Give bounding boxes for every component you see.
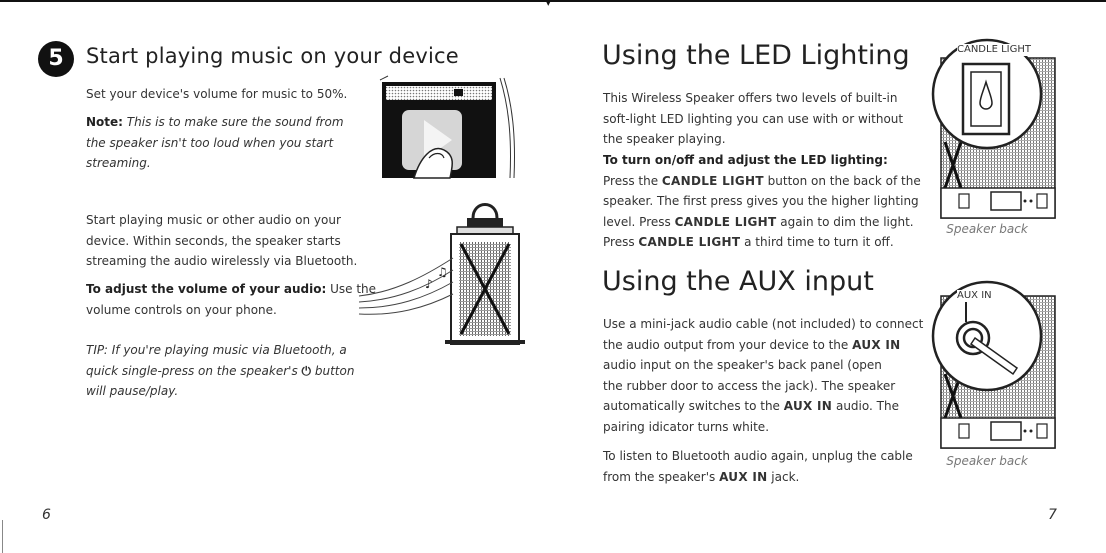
adjust-volume-paragraph — [86, 279, 376, 320]
caption-speaker-back-top: Speaker back — [946, 222, 1028, 236]
volume-instruction: Set your device's volume for music to 50%. — [86, 87, 348, 101]
candle-light-keyword: CANDLE LIGHT — [674, 214, 777, 229]
aux-paragraph — [603, 314, 923, 437]
note-line-3: streaming. — [86, 156, 151, 170]
led-line-4-post: a third time to turn it off. — [740, 235, 894, 249]
note-line-1: This is to make sure the sound from — [126, 115, 344, 129]
power-icon: ⏻ — [301, 363, 312, 378]
candle-light-keyword: CANDLE LIGHT — [638, 235, 741, 249]
fold-marker: ▾ — [546, 0, 551, 9]
aux-line-2-pre: the audio output from your device to the — [603, 337, 853, 352]
listen-line-1: To listen to Bluetooth audio again, unplug the cable — [603, 449, 913, 463]
led-intro-paragraph — [603, 88, 903, 150]
led-line-2: speaker. The first press gives you the higher lighting — [603, 194, 919, 208]
aux-in-keyword: AUX IN — [783, 399, 833, 413]
adjust-volume-label: To adjust the volume of your audio: — [86, 282, 327, 296]
led-instructions — [603, 150, 921, 253]
tip-paragraph — [86, 340, 354, 402]
aux-in-keyword: AUX IN — [719, 469, 768, 484]
svg-text:♪: ♪ — [425, 277, 433, 291]
aux-in-label: AUX IN — [957, 290, 992, 301]
start-playing-paragraph — [86, 210, 357, 272]
start-line-2: device. Within seconds, the speaker starts — [86, 233, 341, 248]
tip-line-1: TIP: If you're playing music via Bluetooth, a — [86, 343, 347, 357]
candle-light-keyword: CANDLE LIGHT — [661, 173, 764, 188]
aux-in-back-panel-illustration — [925, 278, 1060, 450]
led-intro-line-2: soft-light LED lighting you can use with or without — [603, 111, 904, 126]
led-line-1-pre: Press the — [603, 173, 662, 188]
adjust-line-2: volume controls on your phone. — [86, 302, 277, 317]
led-heading: Using the LED Lighting — [602, 40, 910, 71]
svg-text:♫: ♫ — [437, 265, 448, 279]
tip-line-3: will pause/play. — [86, 384, 179, 398]
tip-line-2-post: button — [311, 363, 355, 378]
right-page — [553, 0, 1106, 553]
aux-in-keyword: AUX IN — [852, 337, 901, 352]
note-line-2: the speaker isn't too loud when you start — [86, 135, 334, 150]
tip-line-2-pre: quick single-press on the speaker's — [86, 363, 302, 378]
aux-heading: Using the AUX input — [602, 266, 874, 297]
caption-speaker-back-bottom: Speaker back — [946, 454, 1028, 468]
step-heading: Start playing music on your device — [86, 44, 459, 68]
listen-line-2-post: jack. — [767, 469, 800, 484]
note-block — [86, 112, 344, 174]
candle-light-back-panel-illustration — [925, 32, 1060, 220]
led-line-4-pre: Press — [603, 235, 639, 249]
adjust-line-1-rest: Use the — [326, 282, 377, 296]
led-intro-line-1: This Wireless Speaker offers two levels of built-in — [603, 91, 898, 105]
aux-line-6: pairing idicator turns white. — [603, 419, 770, 434]
aux-line-5-pre: automatically switches to the — [603, 399, 784, 413]
listen-line-2-pre: from the speaker's — [603, 469, 720, 484]
led-line-1-post: button on the back of the — [763, 173, 921, 188]
start-line-3: streaming the audio wirelessly via Bluetooth. — [86, 254, 358, 268]
note-label: Note: — [86, 115, 123, 129]
start-line-1: Start playing music or other audio on your — [86, 213, 341, 227]
aux-line-5-post: audio. The — [832, 399, 899, 413]
listen-bluetooth-paragraph — [603, 446, 913, 487]
left-edge-mark — [2, 520, 3, 553]
lantern-speaker-illustration — [355, 196, 530, 346]
led-subheading: To turn on/off and adjust the LED lighting: — [603, 153, 888, 167]
led-intro-line-3: the speaker playing. — [603, 132, 726, 146]
aux-line-4: the rubber door to access the jack). The speaker — [603, 378, 896, 393]
led-line-3-post: again to dim the light. — [776, 214, 914, 229]
page-number-left: 6 — [42, 507, 51, 523]
step-number-badge: 5 — [38, 41, 74, 77]
aux-line-1: Use a mini-jack audio cable (not included) to connect — [603, 317, 924, 331]
candle-light-label: CANDLE LIGHT — [957, 44, 1031, 55]
page-number-right: 7 — [1048, 507, 1057, 523]
phone-play-illustration — [376, 74, 526, 184]
led-line-3-pre: level. Press — [603, 214, 675, 229]
aux-line-3: audio input on the speaker's back panel (open — [603, 358, 882, 372]
